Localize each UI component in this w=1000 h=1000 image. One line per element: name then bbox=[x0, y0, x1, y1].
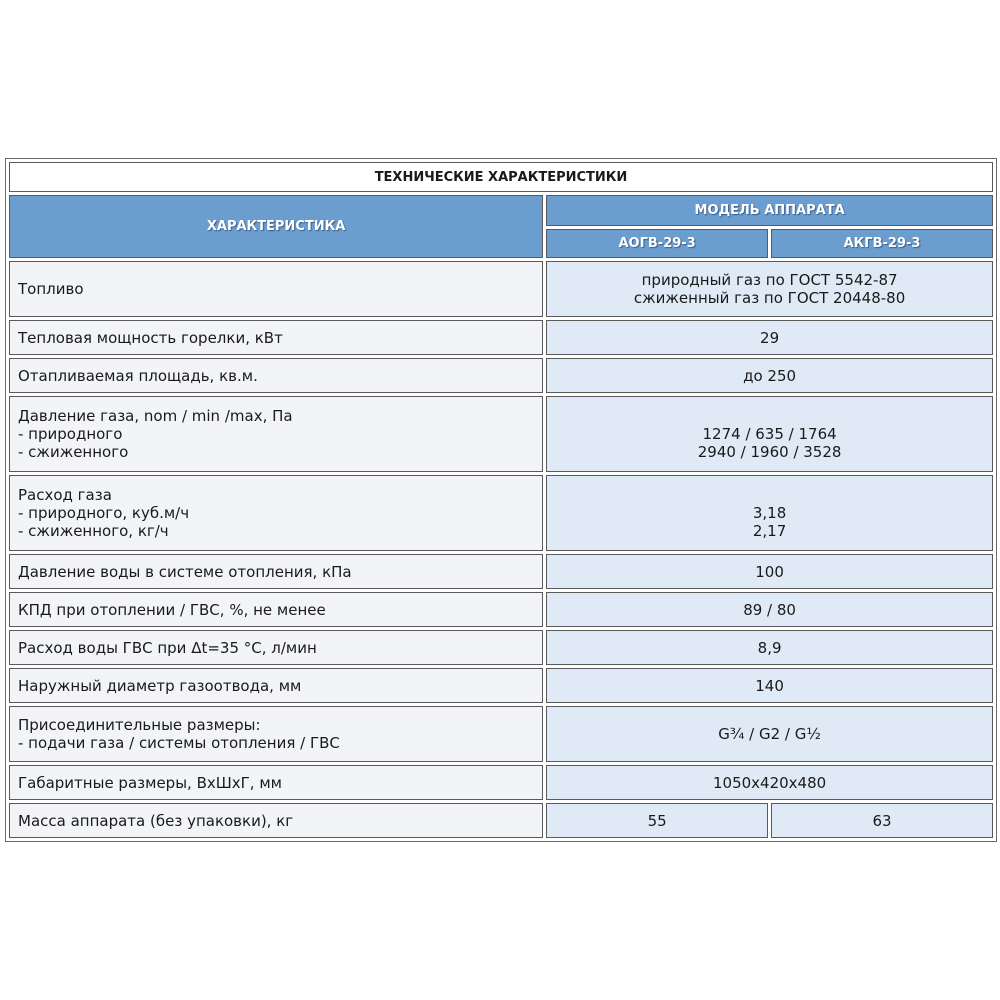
row-value: 8,9 bbox=[546, 630, 993, 665]
row-value-model-b: 63 bbox=[771, 803, 993, 838]
row-value: до 250 bbox=[546, 358, 993, 393]
row-value: 29 bbox=[546, 320, 993, 355]
spec-table bbox=[6, 159, 996, 841]
row-label: Тепловая мощность горелки, кВт bbox=[9, 320, 543, 355]
row-value: природный газ по ГОСТ 5542-87 сжиженный газ по ГОСТ 20448-80 bbox=[546, 261, 993, 317]
row-value: 140 bbox=[546, 668, 993, 703]
table-row bbox=[9, 668, 993, 703]
row-label: Расход газа - природного, куб.м/ч - сжиженного, кг/ч bbox=[9, 475, 543, 551]
table-row bbox=[9, 592, 993, 627]
table-row bbox=[9, 396, 993, 472]
row-label: Расход воды ГВС при Δt=35 °С, л/мин bbox=[9, 630, 543, 665]
model-b-header: АКГВ-29-3 bbox=[771, 229, 993, 258]
row-label: Наружный диаметр газоотвода, мм bbox=[9, 668, 543, 703]
title-row bbox=[9, 162, 993, 192]
row-value: 89 / 80 bbox=[546, 592, 993, 627]
table-row bbox=[9, 803, 993, 838]
row-label: Присоединительные размеры: - подачи газа / системы отопления / ГВС bbox=[9, 706, 543, 762]
row-label: Отапливаемая площадь, кв.м. bbox=[9, 358, 543, 393]
row-value: 100 bbox=[546, 554, 993, 589]
row-label: Топливо bbox=[9, 261, 543, 317]
model-a-header: АОГВ-29-3 bbox=[546, 229, 768, 258]
row-value: G¾ / G2 / G½ bbox=[546, 706, 993, 762]
row-value: 1274 / 635 / 1764 2940 / 1960 / 3528 bbox=[546, 396, 993, 472]
table-row bbox=[9, 765, 993, 800]
table-row bbox=[9, 320, 993, 355]
row-label: Давление воды в системе отопления, кПа bbox=[9, 554, 543, 589]
table-row bbox=[9, 475, 993, 551]
characteristic-header: ХАРАКТЕРИСТИКА bbox=[9, 195, 543, 258]
spec-table-container bbox=[5, 158, 997, 842]
table-row bbox=[9, 630, 993, 665]
table-row bbox=[9, 706, 993, 762]
row-value: 3,18 2,17 bbox=[546, 475, 993, 551]
table-title: ТЕХНИЧЕСКИЕ ХАРАКТЕРИСТИКИ bbox=[9, 162, 993, 192]
model-header: МОДЕЛЬ АППАРАТА bbox=[546, 195, 993, 226]
table-row bbox=[9, 554, 993, 589]
row-label: КПД при отоплении / ГВС, %, не менее bbox=[9, 592, 543, 627]
table-row bbox=[9, 358, 993, 393]
header-row bbox=[9, 195, 993, 226]
row-label: Давление газа, nom / min /max, Па - природного - сжиженного bbox=[9, 396, 543, 472]
table-row bbox=[9, 261, 993, 317]
row-label: Габаритные размеры, ВхШхГ, мм bbox=[9, 765, 543, 800]
row-value-model-a: 55 bbox=[546, 803, 768, 838]
row-value: 1050x420x480 bbox=[546, 765, 993, 800]
row-label: Масса аппарата (без упаковки), кг bbox=[9, 803, 543, 838]
